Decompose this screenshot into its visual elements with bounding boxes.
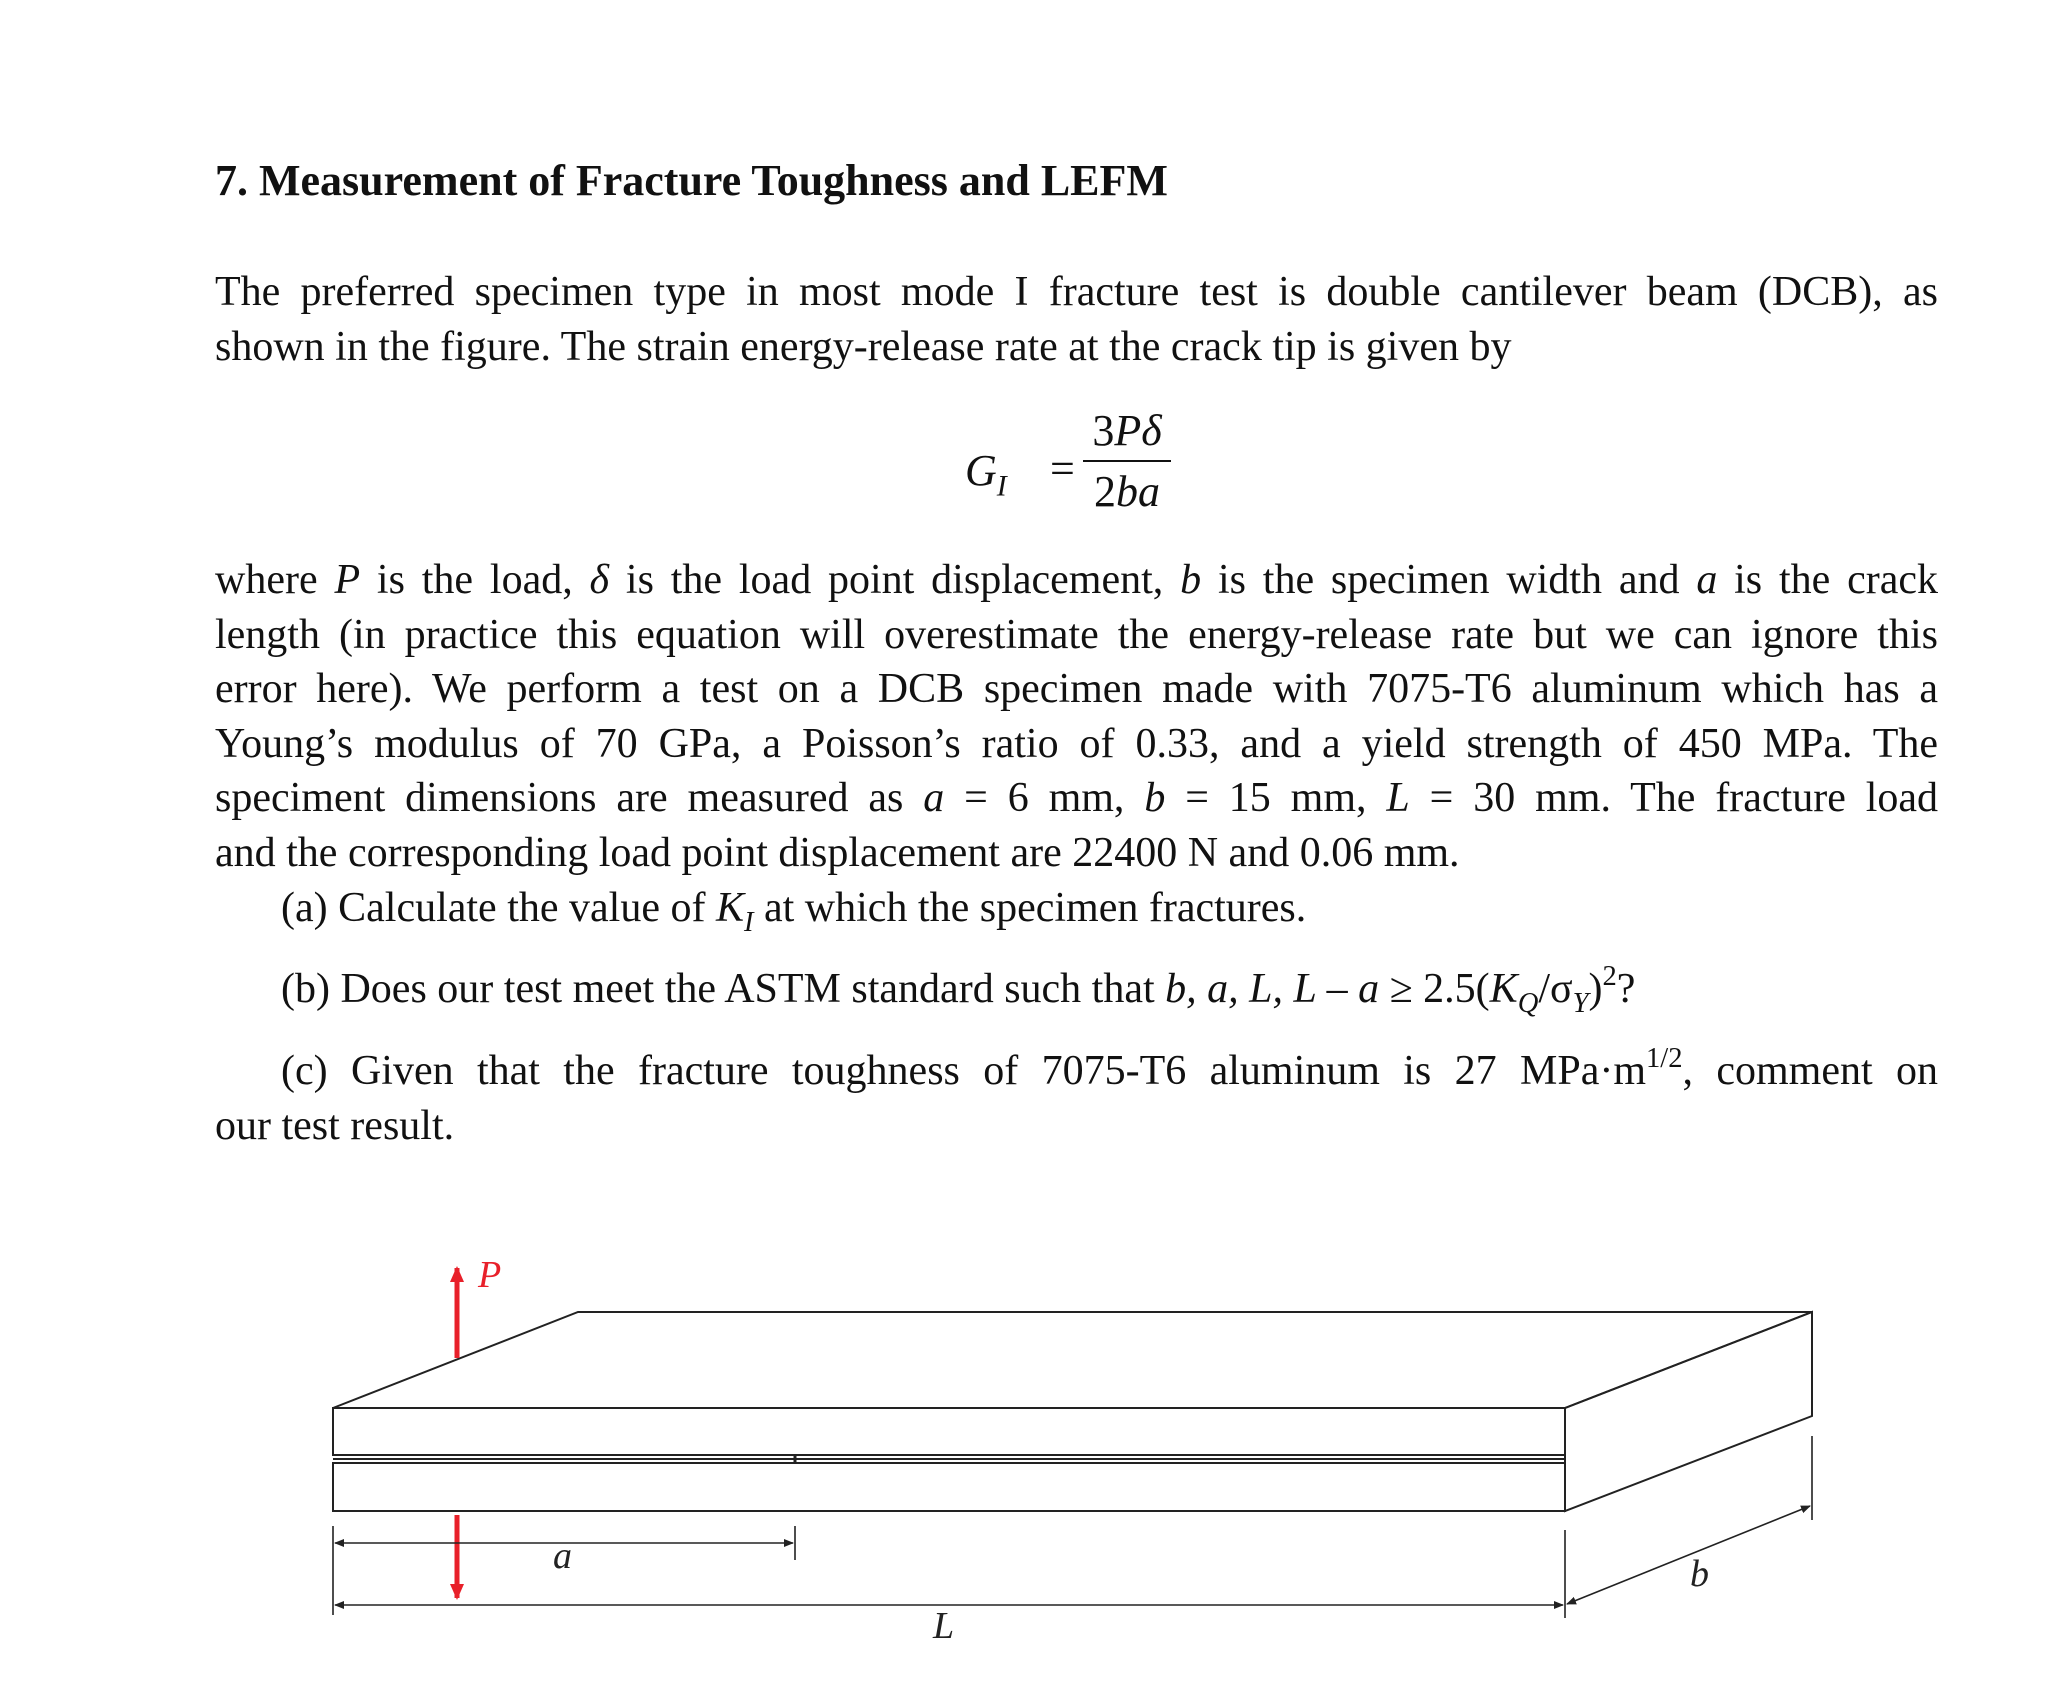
body-line-2: length (in practice this equation will overestimate the energy-release rate but we can ignore this: [215, 611, 1938, 658]
question-b: (b) Does our test meet the ASTM standard such that b, a, L, $L - a \ge 2.5(K_Q/\sigma_Y)^2$?: [281, 961, 1636, 1020]
question-a: (a) Calculate the value of $K_I$ at which the specimen fractures.: [281, 884, 1307, 938]
intro-line-1: The preferred specimen type in most mode I fracture test is double cantilever beam (DCB), as: [215, 269, 1938, 315]
beam-top-face: [333, 1312, 1812, 1408]
beam-right-face: [1565, 1312, 1812, 1511]
body-line-4: Young’s modulus of 70 GPa, a Poisson’s ratio of 0.33, and a yield strength of 450 MPa. The: [215, 720, 1938, 767]
question-c: (c) Given that the fracture toughness of 7075-T6 aluminum is 27 $MPa\cdot m^{1/2}$, comment on: [281, 1042, 1938, 1094]
question-c-line-2: our test result.: [215, 1102, 455, 1149]
intro-line-2: shown in the figure. The strain energy-release rate at the crack tip is given by: [215, 323, 1512, 370]
equation-numerator: 3Pδ: [1083, 405, 1171, 462]
load-label: P: [478, 1254, 502, 1296]
body-line-3: error here). We perform a test on a DCB specimen made with 7075-T6 aluminum which has a: [215, 666, 1938, 713]
length-label: L: [933, 1605, 955, 1647]
equation-lhs: $G_I$: [965, 446, 1007, 503]
equation-equals: =: [1050, 444, 1075, 493]
upper-cantilever: [333, 1408, 1565, 1455]
crack-length-label: a: [553, 1535, 572, 1577]
equation-denominator: 2ba: [1094, 467, 1160, 516]
b-dimension-line: [1567, 1506, 1810, 1604]
body-line-5: speciment dimensions are measured as a = 6 mm, b = 15 mm, L = 30 mm. The fracture load: [215, 775, 1939, 822]
problem-heading: 7. Measurement of Fracture Toughness and LEFM: [215, 156, 1168, 205]
body-line-6: and the corresponding load point displacement are 22400 N and 0.06 mm.: [215, 829, 1460, 876]
width-label: b: [1690, 1553, 1709, 1595]
beam-body: [333, 1312, 1812, 1511]
body-line-1: where P is the load, δ is the load point displacement, b is the specimen width and a is the crack: [215, 557, 1939, 603]
lower-cantilever: [333, 1463, 1565, 1511]
